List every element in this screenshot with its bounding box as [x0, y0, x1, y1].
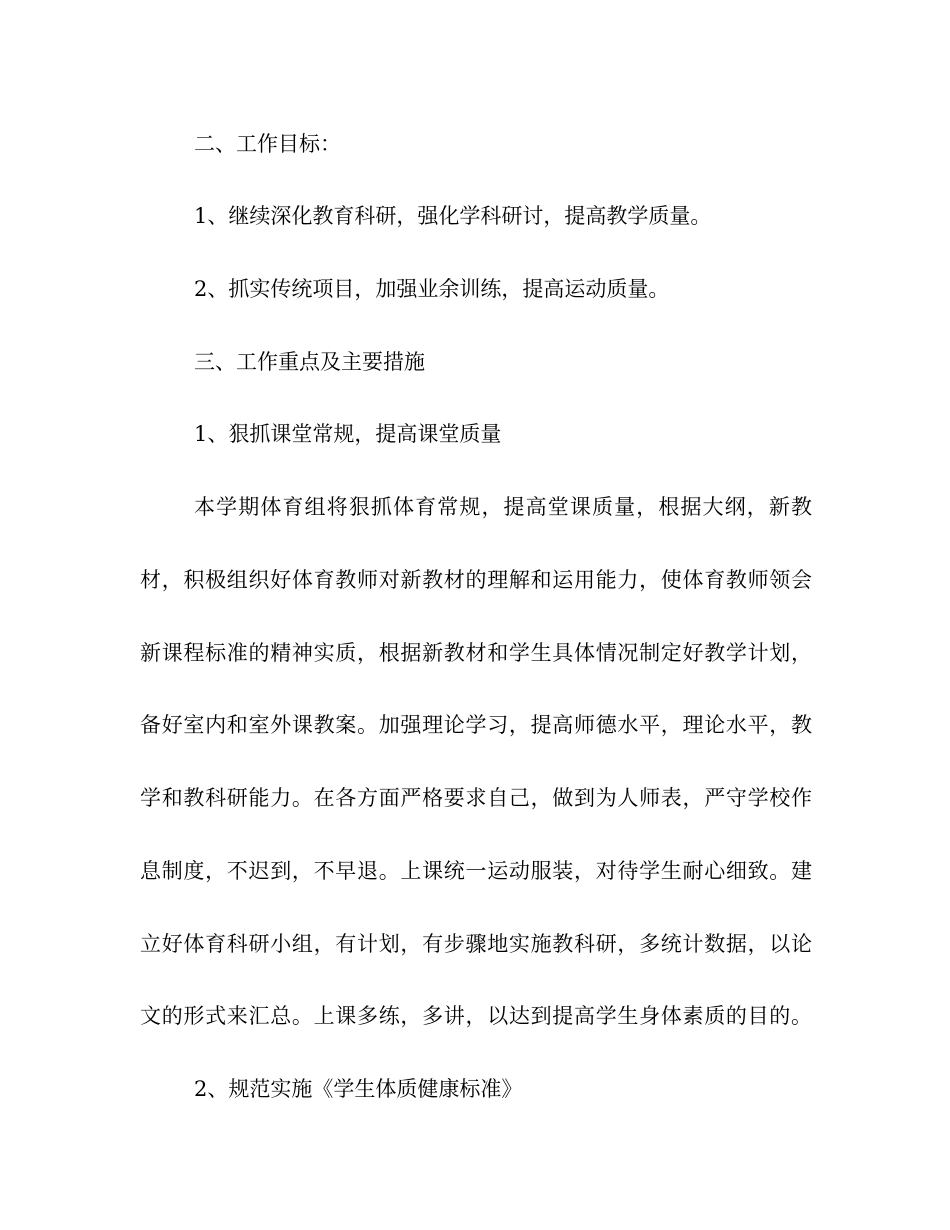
subheading-health-standard: 2、规范实施《学生体质健康标准》	[194, 1077, 523, 1101]
paragraph-line: 新课程标准的精神实质，根据新教材和学生具体情况制定好教学计划，	[140, 641, 812, 665]
section-heading-focus: 三、工作重点及主要措施	[194, 350, 425, 374]
paragraph-line: 材，积极组织好体育教师对新教材的理解和运用能力，使体育教师领会	[140, 568, 812, 592]
paragraph-line: 备好室内和室外课教案。加强理论学习，提高师德水平，理论水平，教	[140, 713, 812, 737]
goal-item-2: 2、抓实传统项目，加强业余训练，提高运动质量。	[194, 277, 670, 301]
paragraph-line: 学和教科研能力。在各方面严格要求自己，做到为人师表，严守学校作	[140, 786, 812, 810]
goal-item-1: 1、继续深化教育科研，强化学科研讨，提高教学质量。	[194, 204, 712, 228]
paragraph-line: 文的形式来汇总。上课多练，多讲，以达到提高学生身体素质的目的。	[140, 1004, 812, 1028]
section-heading-goals: 二、工作目标：	[194, 132, 341, 156]
paragraph-line: 本学期体育组将狠抓体育常规，提高堂课质量，根据大纲，新教	[194, 495, 812, 519]
paragraph-line: 立好体育科研小组，有计划，有步骤地实施教科研，多统计数据，以论	[140, 932, 812, 956]
subheading-classroom-routine: 1、狠抓课堂常规，提高课堂质量	[194, 422, 502, 446]
paragraph-line: 息制度，不迟到，不早退。上课统一运动服装，对待学生耐心细致。建	[140, 859, 812, 883]
